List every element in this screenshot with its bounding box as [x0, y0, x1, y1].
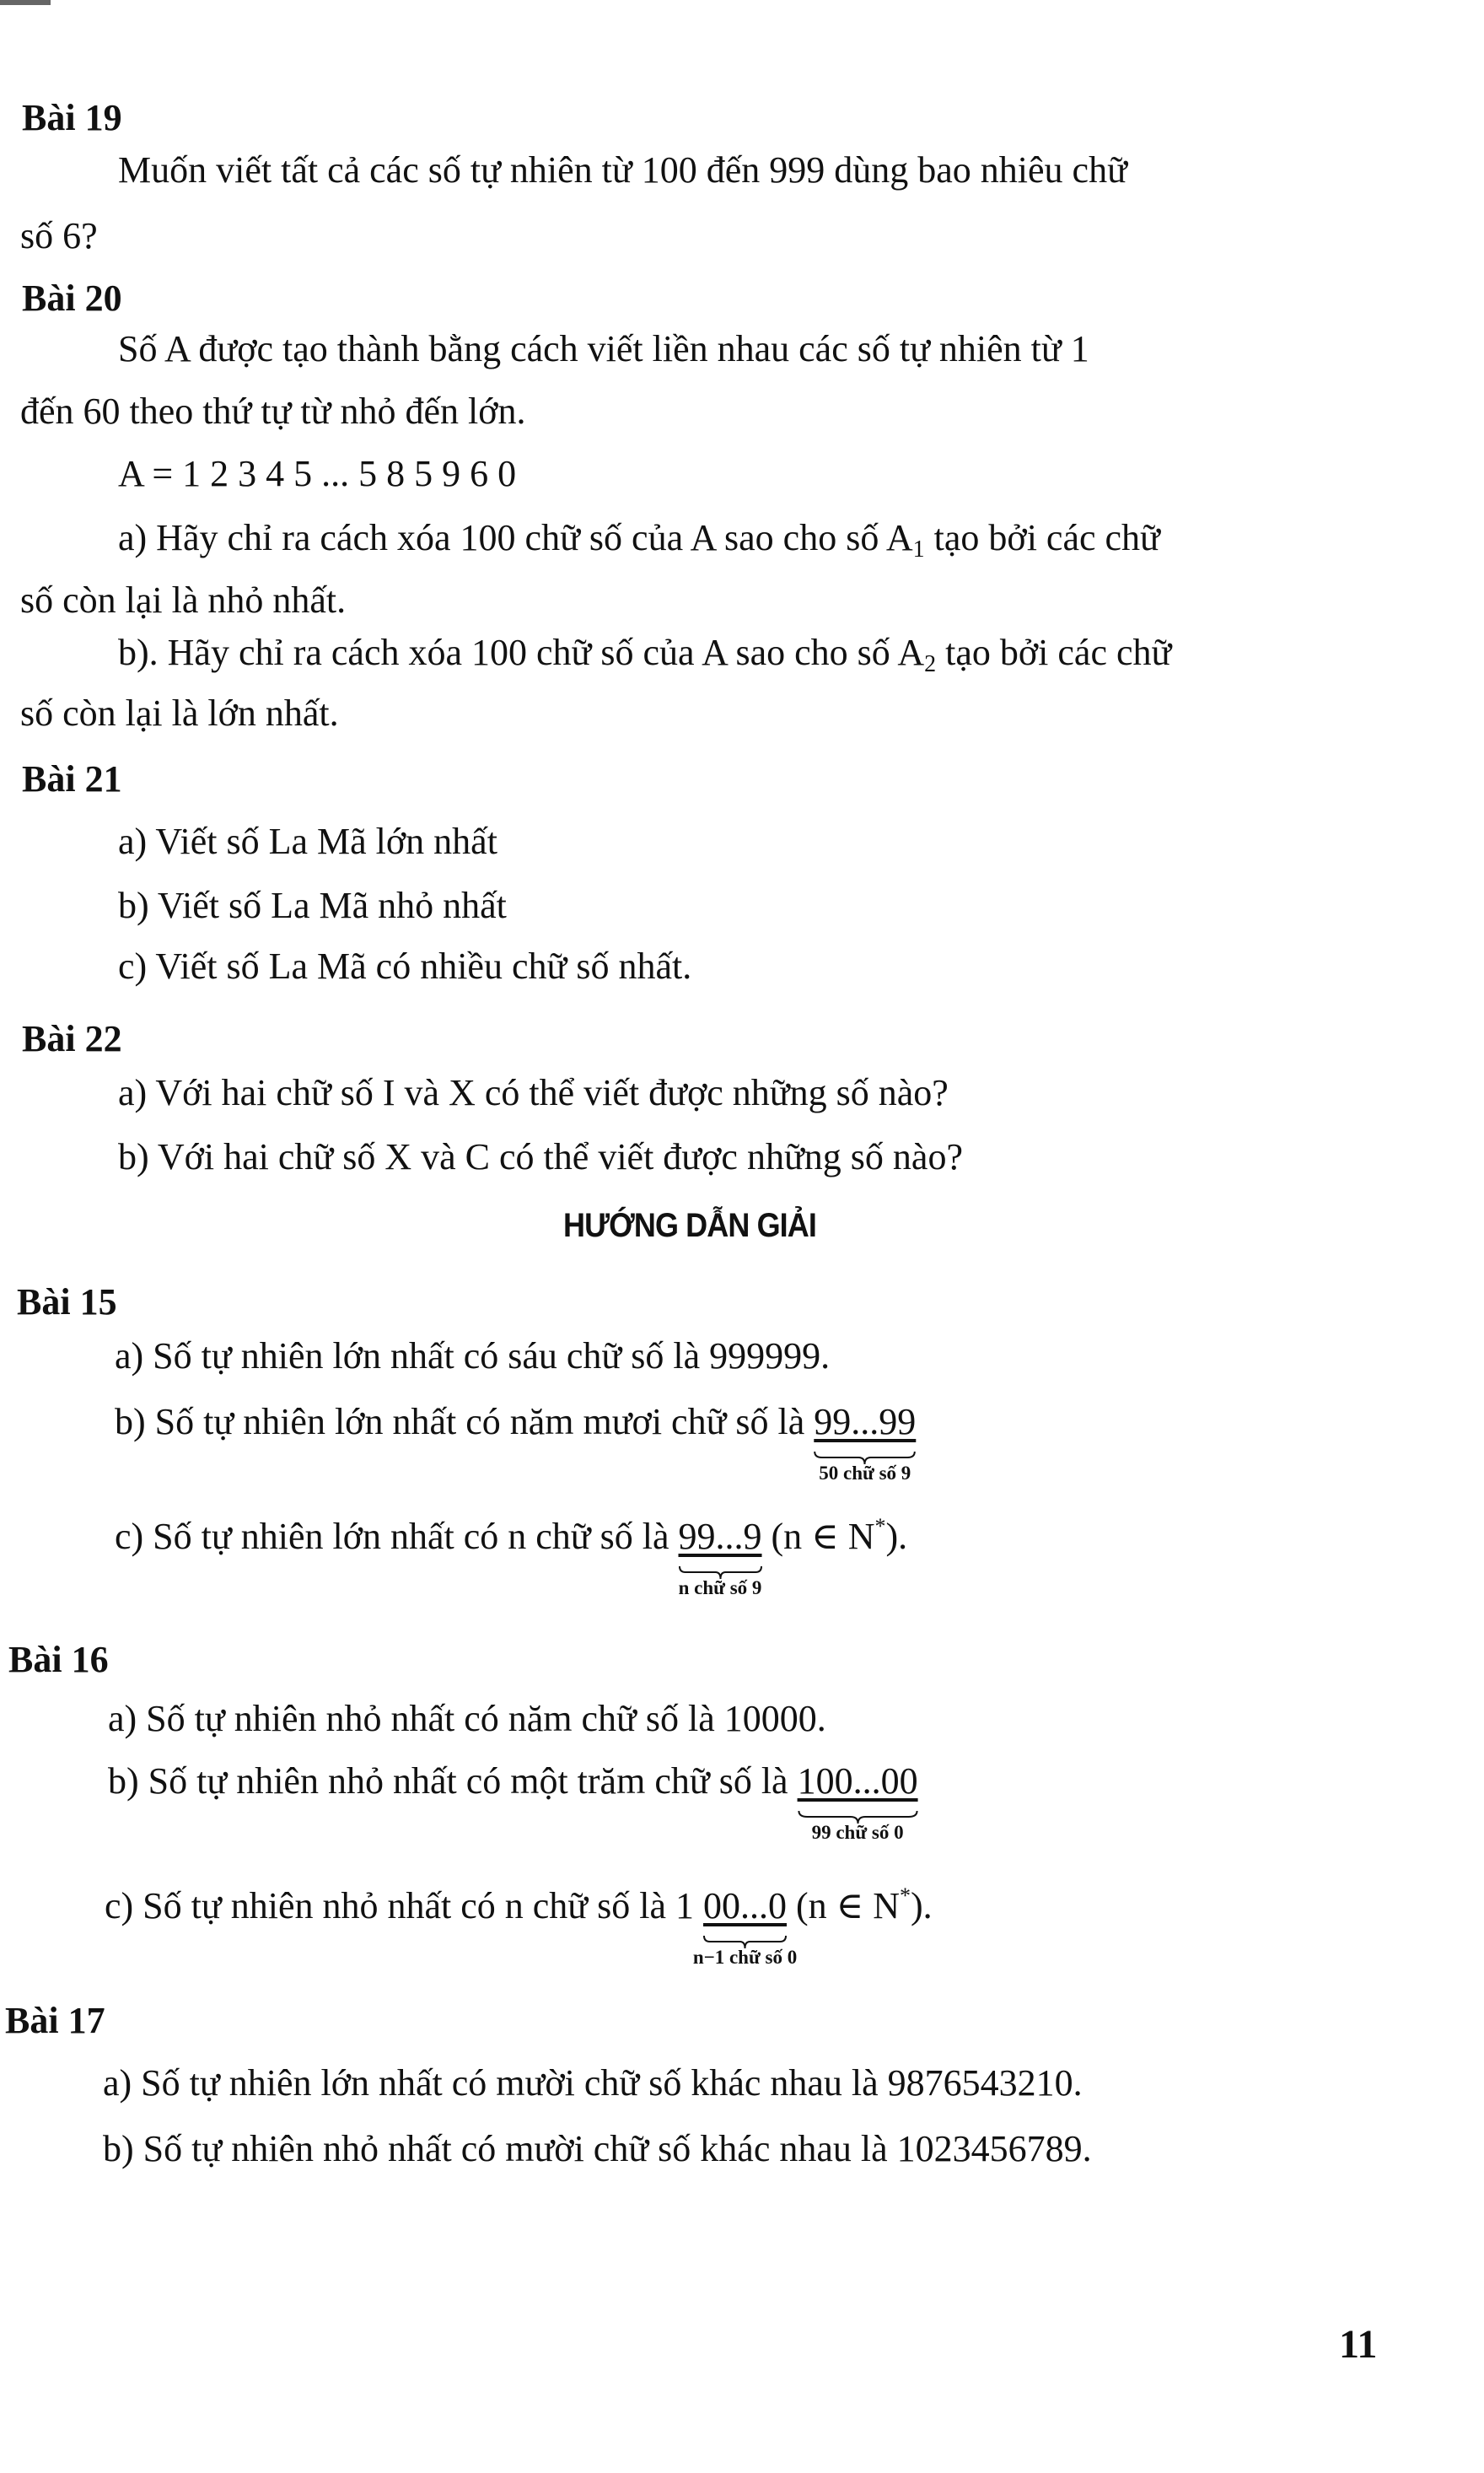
part-b-text: b) Số tự nhiên nhỏ nhất có một trăm chữ số là	[108, 1760, 798, 1802]
solution-15-part-c	[115, 1503, 908, 1598]
exercise-21-part-b: b) Viết số La Mã nhỏ nhất	[118, 885, 507, 926]
exercise-20-heading: Bài 20	[22, 277, 122, 319]
superscript-star: *	[900, 1883, 911, 1908]
exercise-19-line-1: Muốn viết tất cả các số tự nhiên từ 100 đến 999 dùng bao nhiêu chữ	[118, 149, 1127, 191]
exercise-21-part-c: c) Viết số La Mã có nhiều chữ số nhất.	[118, 946, 692, 987]
section-title: HƯỚNG DẪN GIẢI	[563, 1207, 816, 1244]
part-c-text: c) Số tự nhiên lớn nhất có n chữ số là	[115, 1516, 679, 1557]
exercise-19-line-2: số 6?	[20, 215, 98, 256]
condition-close: ).	[885, 1516, 908, 1557]
part-b-text: b). Hãy chỉ ra cách xóa 100 chữ số của A sao cho số A	[118, 632, 925, 673]
underbrace-number	[797, 1758, 918, 1843]
top-edge-mark	[0, 0, 51, 5]
part-b-text: b) Số tự nhiên lớn nhất có năm mươi chữ số là	[115, 1401, 815, 1442]
brace-number: 99...9	[678, 1516, 762, 1557]
solution-16-part-a: a) Số tự nhiên nhỏ nhất có năm chữ số là 10000.	[108, 1698, 826, 1739]
exercise-19-heading: Bài 19	[22, 97, 122, 138]
exercise-20-part-a-line-2: số còn lại là nhỏ nhất.	[20, 579, 347, 621]
exercise-20-part-a	[118, 515, 1160, 574]
brace-number: 100...00	[797, 1760, 918, 1802]
exercise-20-part-b	[118, 629, 1171, 688]
subscript-2: 2	[924, 651, 937, 677]
underbrace-number	[692, 1883, 798, 1968]
exercise-21-heading: Bài 21	[22, 758, 122, 800]
solution-17-heading: Bài 17	[5, 2000, 105, 2041]
solution-17-part-a: a) Số tự nhiên lớn nhất có mười chữ số khác nhau là 9876543210.	[103, 2062, 1083, 2104]
exercise-20-formula: A = 1 2 3 4 5 ... 5 8 5 9 6 0	[118, 453, 517, 494]
brace-label: 50 chữ số 9	[819, 1463, 911, 1484]
solution-16-part-c	[105, 1872, 933, 1968]
brace-label: n chữ số 9	[678, 1577, 762, 1598]
condition-text: (n ∈ N	[787, 1885, 901, 1926]
brace-number: 99...99	[814, 1401, 917, 1442]
exercise-22-part-a: a) Với hai chữ số I và X có thể viết được những số nào?	[118, 1072, 949, 1113]
brace-number: 00...0	[703, 1885, 788, 1926]
condition-close: ).	[911, 1885, 933, 1926]
solution-15-heading: Bài 15	[17, 1281, 117, 1323]
exercise-20-part-b-line-2: số còn lại là lớn nhất.	[20, 692, 339, 734]
solution-15-part-b	[115, 1398, 917, 1484]
exercise-21-part-a: a) Viết số La Mã lớn nhất	[118, 821, 497, 862]
solution-16-part-b	[108, 1758, 918, 1843]
solution-16-heading: Bài 16	[8, 1639, 109, 1680]
part-a-text-end: tạo bởi các chữ	[924, 517, 1160, 558]
page-number: 11	[1339, 2322, 1378, 2367]
underbrace-number	[678, 1513, 762, 1598]
solution-15-part-a: a) Số tự nhiên lớn nhất có sáu chữ số là 999999.	[115, 1335, 831, 1377]
exercise-20-line-2: đến 60 theo thứ tự từ nhỏ đến lớn.	[20, 391, 526, 432]
part-c-text: c) Số tự nhiên nhỏ nhất có n chữ số là 1	[105, 1885, 704, 1926]
brace-label: n−1 chữ số 0	[692, 1947, 798, 1968]
underbrace-number	[814, 1398, 917, 1484]
condition-text: (n ∈ N	[761, 1516, 875, 1557]
part-b-text-end: tạo bởi các chữ	[936, 632, 1172, 673]
exercise-20-line-1: Số A được tạo thành bằng cách viết liền nhau các số tự nhiên từ 1	[118, 328, 1089, 369]
part-a-text: a) Hãy chỉ ra cách xóa 100 chữ số của A sao cho số A	[118, 517, 913, 558]
exercise-22-part-b: b) Với hai chữ số X và C có thể viết được những số nào?	[118, 1136, 963, 1177]
solution-17-part-b: b) Số tự nhiên nhỏ nhất có mười chữ số khác nhau là 1023456789.	[103, 2128, 1092, 2169]
subscript-1: 1	[912, 536, 925, 563]
brace-label: 99 chữ số 0	[811, 1822, 904, 1843]
superscript-star: *	[874, 1514, 886, 1538]
exercise-22-heading: Bài 22	[22, 1018, 122, 1059]
